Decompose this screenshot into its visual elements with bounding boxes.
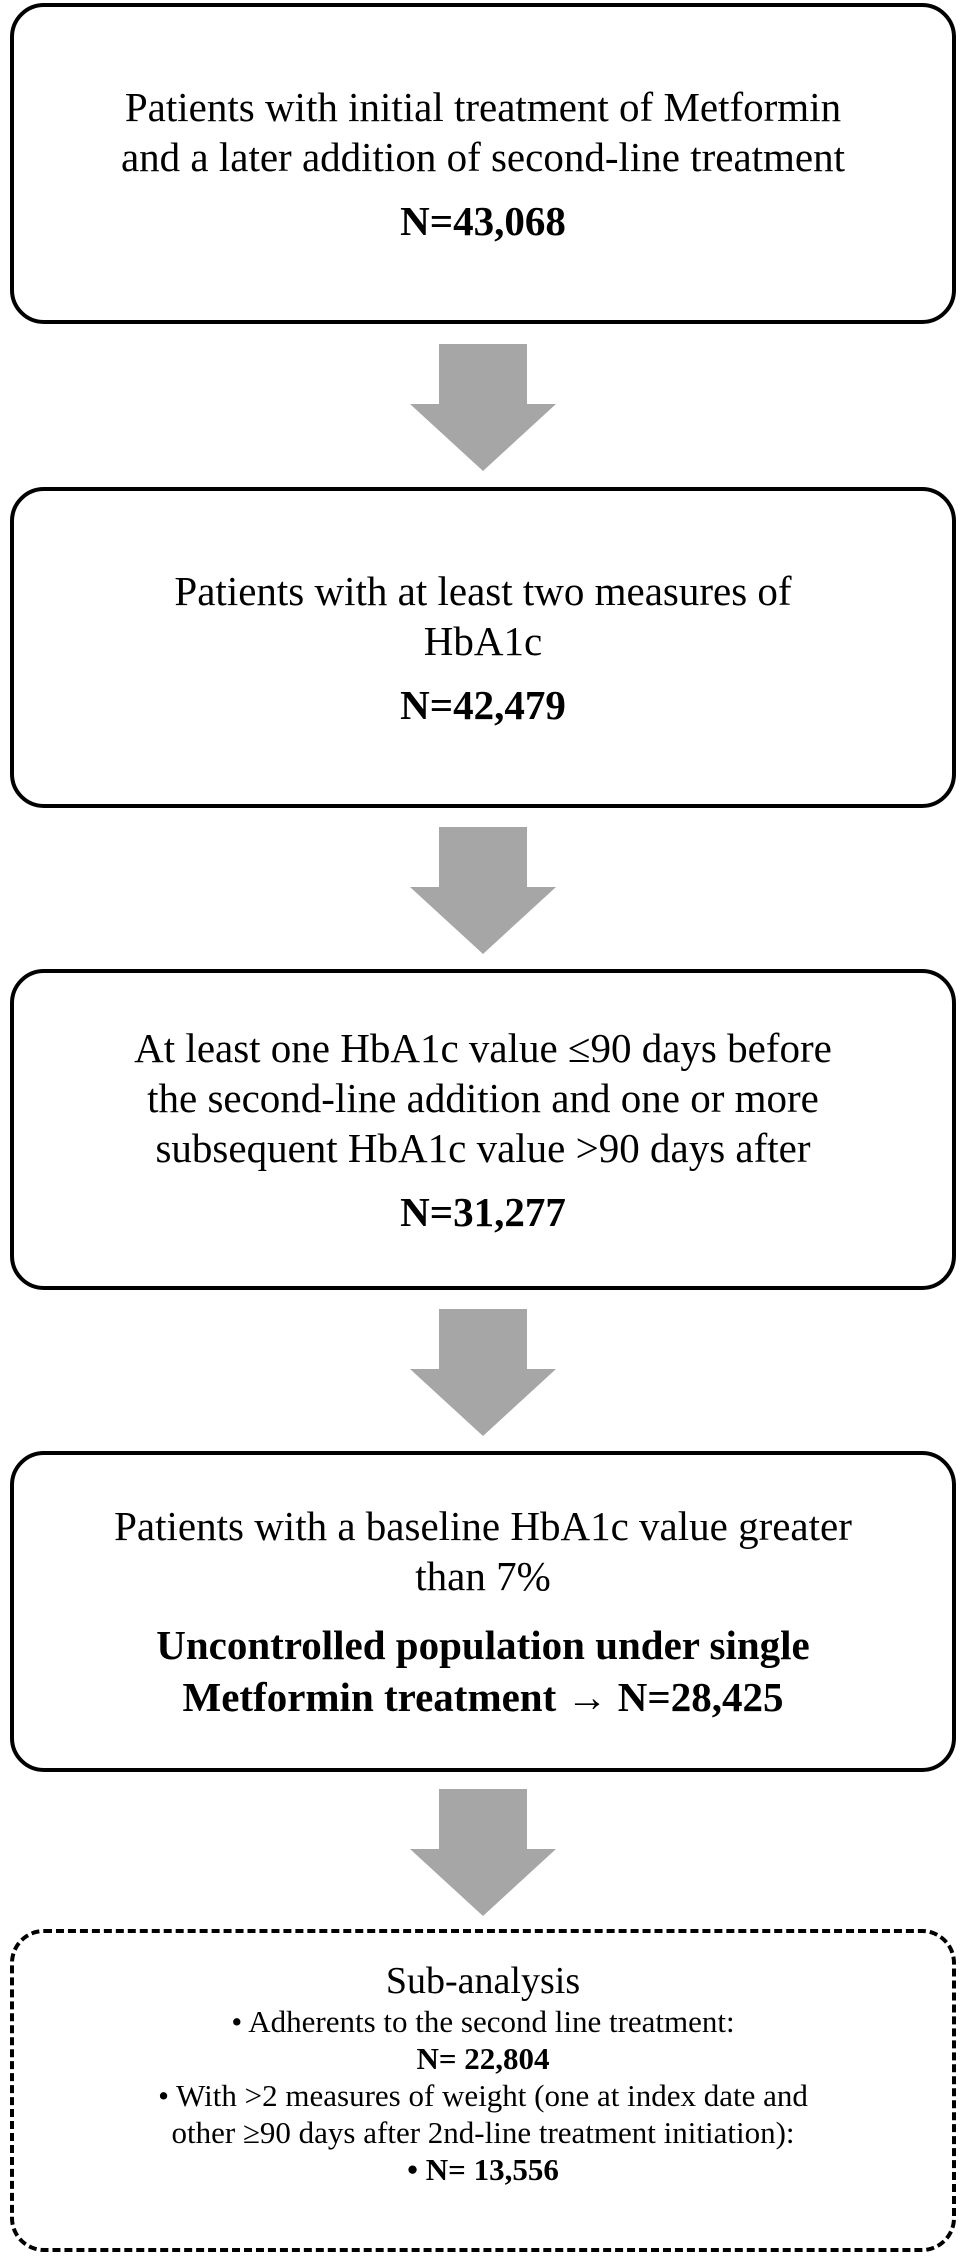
- down-arrow-icon: [410, 827, 556, 954]
- step-box-uncontrolled-population: [10, 1451, 956, 1772]
- down-arrow-icon: [410, 1309, 556, 1436]
- step-count: Uncontrolled population under single Metformin treatment → N=28,425: [156, 1621, 810, 1720]
- sub-analysis-title: Sub-analysis: [385, 1960, 581, 2002]
- sub-analysis-box: [10, 1929, 956, 2252]
- sub-analysis-count-weight: • N= 13,556: [407, 2152, 559, 2187]
- down-arrow-icon: [410, 344, 556, 471]
- step-count: N=31,277: [400, 1188, 566, 1235]
- step-count: N=42,479: [400, 681, 566, 728]
- step-description: Patients with initial treatment of Metformin and a later addition of second-line treatment: [120, 83, 846, 180]
- down-arrow-icon: [410, 1789, 556, 1916]
- step-box-hba1c-timing: [10, 969, 956, 1290]
- step-count: N=43,068: [400, 197, 566, 244]
- step-description: Patients with at least two measures of HbA1c: [174, 567, 792, 664]
- step-description: Patients with a baseline HbA1c value greater than 7%: [114, 1502, 852, 1599]
- step-description: At least one HbA1c value ≤90 days before the second-line addition and one or more subsequent HbA1c value >90 days after: [134, 1024, 832, 1171]
- step-box-initial-cohort: [10, 3, 956, 324]
- sub-analysis-item-adherents: • Adherents to the second line treatment:: [231, 2004, 735, 2039]
- step-box-hba1c-measures: [10, 487, 956, 808]
- sub-analysis-count-adherents: N= 22,804: [416, 2041, 550, 2076]
- sub-analysis-item-weight: • With >2 measures of weight (one at index date and other ≥90 days after 2nd-line treatment initiation):: [158, 2078, 808, 2150]
